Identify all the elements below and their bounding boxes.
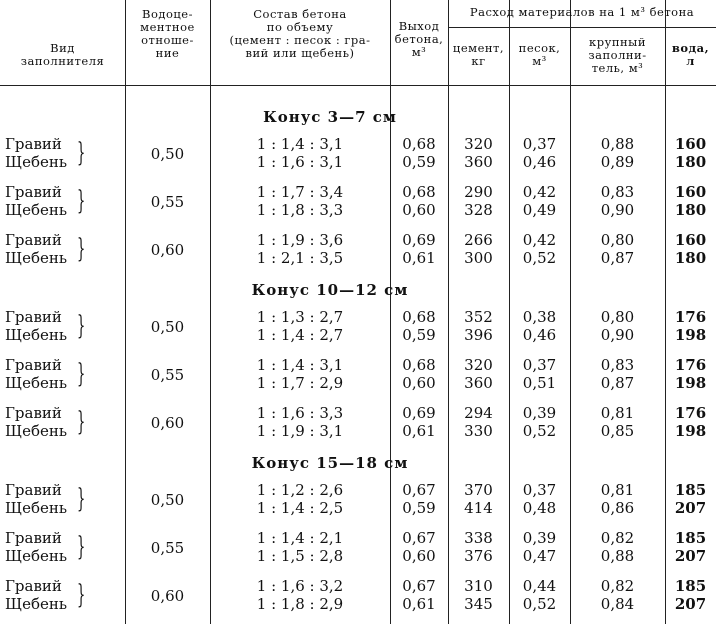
cement-cell: 370 xyxy=(464,481,493,499)
mix-cell: 1 : 1,7 : 3,4 xyxy=(256,183,344,201)
mix-cell: 1 : 1,9 : 3,1 xyxy=(256,422,344,440)
mix-cell: 1 : 1,8 : 2,9 xyxy=(256,595,344,613)
cement-cell: 266 xyxy=(464,231,493,249)
cement-cell: 320 xyxy=(464,135,493,153)
coarse-cell: 0,90 xyxy=(600,326,635,344)
water-cell: 160 xyxy=(674,183,707,201)
yield-cell: 0,60 xyxy=(402,201,436,219)
brace-icon: } xyxy=(77,484,86,514)
wc-ratio-cell: 0,50 xyxy=(150,145,185,163)
coarse-cell: 0,81 xyxy=(600,404,635,422)
coarse-cell: 0,84 xyxy=(600,595,635,613)
brace-icon: } xyxy=(77,186,86,216)
yield-cell: 0,67 xyxy=(402,529,436,547)
coarse-cell: 0,81 xyxy=(600,481,635,499)
yield-cell: 0,59 xyxy=(402,499,436,517)
brace-icon: } xyxy=(77,234,86,264)
water-cell: 180 xyxy=(674,201,707,219)
coarse-cell: 0,83 xyxy=(600,356,635,374)
cement-cell: 290 xyxy=(464,183,493,201)
consumption-header-rule xyxy=(448,27,716,28)
coarse-cell: 0,82 xyxy=(600,529,635,547)
mix-cell: 1 : 1,8 : 3,3 xyxy=(256,201,344,219)
water-cell: 160 xyxy=(674,231,707,249)
header-coarse: крупный заполни- тель, м³ xyxy=(588,35,647,75)
cement-cell: 376 xyxy=(464,547,493,565)
wc-ratio-cell: 0,60 xyxy=(150,414,185,432)
header-sand: песок, м³ xyxy=(518,41,561,68)
brace-icon: } xyxy=(77,359,86,389)
header-water: вода, л xyxy=(671,41,710,68)
mix-cell: 1 : 1,4 : 3,1 xyxy=(256,135,344,153)
water-cell: 176 xyxy=(674,308,707,326)
header-bottom-rule xyxy=(0,85,716,86)
coarse-cell: 0,89 xyxy=(600,153,635,171)
header-mix: Состав бетона по объему (цемент : песок : гра- вий или щебень) xyxy=(229,7,371,60)
sand-cell: 0,44 xyxy=(522,577,557,595)
water-cell: 207 xyxy=(674,595,707,613)
cement-cell: 310 xyxy=(464,577,493,595)
cement-cell: 328 xyxy=(464,201,493,219)
header-yield: Выход бетона, м³ xyxy=(394,19,444,59)
material-cell: Гравий xyxy=(5,183,62,201)
header-cement: цемент, кг xyxy=(452,41,505,68)
coarse-cell: 0,88 xyxy=(600,135,635,153)
brace-icon: } xyxy=(77,138,86,168)
sand-cell: 0,38 xyxy=(522,308,557,326)
cement-cell: 338 xyxy=(464,529,493,547)
yield-cell: 0,68 xyxy=(402,308,436,326)
sand-cell: 0,46 xyxy=(522,153,557,171)
mix-cell: 1 : 1,6 : 3,1 xyxy=(256,153,344,171)
water-cell: 176 xyxy=(674,404,707,422)
material-cell: Гравий xyxy=(5,308,62,326)
material-cell: Гравий xyxy=(5,481,62,499)
sand-cell: 0,37 xyxy=(522,356,557,374)
yield-cell: 0,68 xyxy=(402,183,436,201)
yield-cell: 0,68 xyxy=(402,135,436,153)
coarse-cell: 0,86 xyxy=(600,499,635,517)
mix-cell: 1 : 2,1 : 3,5 xyxy=(256,249,344,267)
yield-cell: 0,68 xyxy=(402,356,436,374)
yield-cell: 0,69 xyxy=(402,404,436,422)
header-consumption: Расход материалов на 1 м³ бетона xyxy=(469,5,695,19)
cement-cell: 352 xyxy=(464,308,493,326)
yield-cell: 0,69 xyxy=(402,231,436,249)
water-cell: 185 xyxy=(674,529,707,547)
water-cell: 198 xyxy=(674,326,707,344)
material-cell: Гравий xyxy=(5,404,62,422)
water-cell: 160 xyxy=(674,135,707,153)
column-divider xyxy=(125,0,126,624)
mix-cell: 1 : 1,9 : 3,6 xyxy=(256,231,344,249)
water-cell: 180 xyxy=(674,153,707,171)
section-title: Конус 3—7 см xyxy=(263,108,397,126)
sand-cell: 0,48 xyxy=(522,499,557,517)
wc-ratio-cell: 0,55 xyxy=(150,193,185,211)
mix-cell: 1 : 1,4 : 2,5 xyxy=(256,499,344,517)
coarse-cell: 0,87 xyxy=(600,249,635,267)
cement-cell: 360 xyxy=(464,374,493,392)
mix-cell: 1 : 1,5 : 2,8 xyxy=(256,547,344,565)
wc-ratio-cell: 0,55 xyxy=(150,539,185,557)
mix-cell: 1 : 1,4 : 2,7 xyxy=(256,326,344,344)
water-cell: 185 xyxy=(674,481,707,499)
brace-icon: } xyxy=(77,311,86,341)
brace-icon: } xyxy=(77,580,86,610)
material-cell: Щебень xyxy=(5,326,68,344)
cement-cell: 330 xyxy=(464,422,493,440)
wc-ratio-cell: 0,60 xyxy=(150,241,185,259)
coarse-cell: 0,80 xyxy=(600,231,635,249)
sand-cell: 0,46 xyxy=(522,326,557,344)
coarse-cell: 0,88 xyxy=(600,547,635,565)
water-cell: 185 xyxy=(674,577,707,595)
yield-cell: 0,59 xyxy=(402,153,436,171)
mix-cell: 1 : 1,4 : 3,1 xyxy=(256,356,344,374)
cement-cell: 414 xyxy=(464,499,493,517)
material-cell: Щебень xyxy=(5,547,68,565)
material-cell: Гравий xyxy=(5,135,62,153)
sand-cell: 0,42 xyxy=(522,231,557,249)
material-cell: Щебень xyxy=(5,499,68,517)
wc-ratio-cell: 0,55 xyxy=(150,366,185,384)
material-cell: Щебень xyxy=(5,422,68,440)
brace-icon: } xyxy=(77,407,86,437)
water-cell: 207 xyxy=(674,499,707,517)
material-cell: Гравий xyxy=(5,231,62,249)
material-cell: Гравий xyxy=(5,577,62,595)
sand-cell: 0,39 xyxy=(522,529,557,547)
mix-cell: 1 : 1,2 : 2,6 xyxy=(256,481,344,499)
yield-cell: 0,67 xyxy=(402,577,436,595)
yield-cell: 0,60 xyxy=(402,547,436,565)
material-cell: Гравий xyxy=(5,529,62,547)
coarse-cell: 0,87 xyxy=(600,374,635,392)
header-wc-ratio: Водоце- ментное отноше- ние xyxy=(140,7,195,60)
yield-cell: 0,61 xyxy=(402,249,436,267)
material-cell: Щебень xyxy=(5,249,68,267)
sand-cell: 0,49 xyxy=(522,201,557,219)
cement-cell: 300 xyxy=(464,249,493,267)
water-cell: 198 xyxy=(674,374,707,392)
section-title: Конус 15—18 см xyxy=(251,454,409,472)
sand-cell: 0,52 xyxy=(522,595,557,613)
wc-ratio-cell: 0,50 xyxy=(150,491,185,509)
material-cell: Щебень xyxy=(5,374,68,392)
sand-cell: 0,47 xyxy=(522,547,557,565)
yield-cell: 0,67 xyxy=(402,481,436,499)
sand-cell: 0,37 xyxy=(522,481,557,499)
water-cell: 198 xyxy=(674,422,707,440)
brace-icon: } xyxy=(77,532,86,562)
coarse-cell: 0,90 xyxy=(600,201,635,219)
yield-cell: 0,61 xyxy=(402,595,436,613)
sand-cell: 0,39 xyxy=(522,404,557,422)
sand-cell: 0,51 xyxy=(522,374,557,392)
yield-cell: 0,61 xyxy=(402,422,436,440)
header-material: Вид заполнителя xyxy=(20,41,105,68)
water-cell: 180 xyxy=(674,249,707,267)
wc-ratio-cell: 0,50 xyxy=(150,318,185,336)
mix-cell: 1 : 1,7 : 2,9 xyxy=(256,374,344,392)
mix-cell: 1 : 1,6 : 3,3 xyxy=(256,404,344,422)
cement-cell: 345 xyxy=(464,595,493,613)
water-cell: 207 xyxy=(674,547,707,565)
sand-cell: 0,52 xyxy=(522,249,557,267)
material-cell: Щебень xyxy=(5,201,68,219)
sand-cell: 0,52 xyxy=(522,422,557,440)
section-title: Конус 10—12 см xyxy=(251,281,409,299)
cement-cell: 294 xyxy=(464,404,493,422)
cement-cell: 320 xyxy=(464,356,493,374)
coarse-cell: 0,80 xyxy=(600,308,635,326)
material-cell: Гравий xyxy=(5,356,62,374)
mix-cell: 1 : 1,3 : 2,7 xyxy=(256,308,344,326)
yield-cell: 0,59 xyxy=(402,326,436,344)
coarse-cell: 0,83 xyxy=(600,183,635,201)
mix-cell: 1 : 1,6 : 3,2 xyxy=(256,577,344,595)
coarse-cell: 0,85 xyxy=(600,422,635,440)
yield-cell: 0,60 xyxy=(402,374,436,392)
material-cell: Щебень xyxy=(5,595,68,613)
mix-cell: 1 : 1,4 : 2,1 xyxy=(256,529,344,547)
water-cell: 176 xyxy=(674,356,707,374)
cement-cell: 396 xyxy=(464,326,493,344)
wc-ratio-cell: 0,60 xyxy=(150,587,185,605)
sand-cell: 0,42 xyxy=(522,183,557,201)
coarse-cell: 0,82 xyxy=(600,577,635,595)
cement-cell: 360 xyxy=(464,153,493,171)
material-cell: Щебень xyxy=(5,153,68,171)
sand-cell: 0,37 xyxy=(522,135,557,153)
